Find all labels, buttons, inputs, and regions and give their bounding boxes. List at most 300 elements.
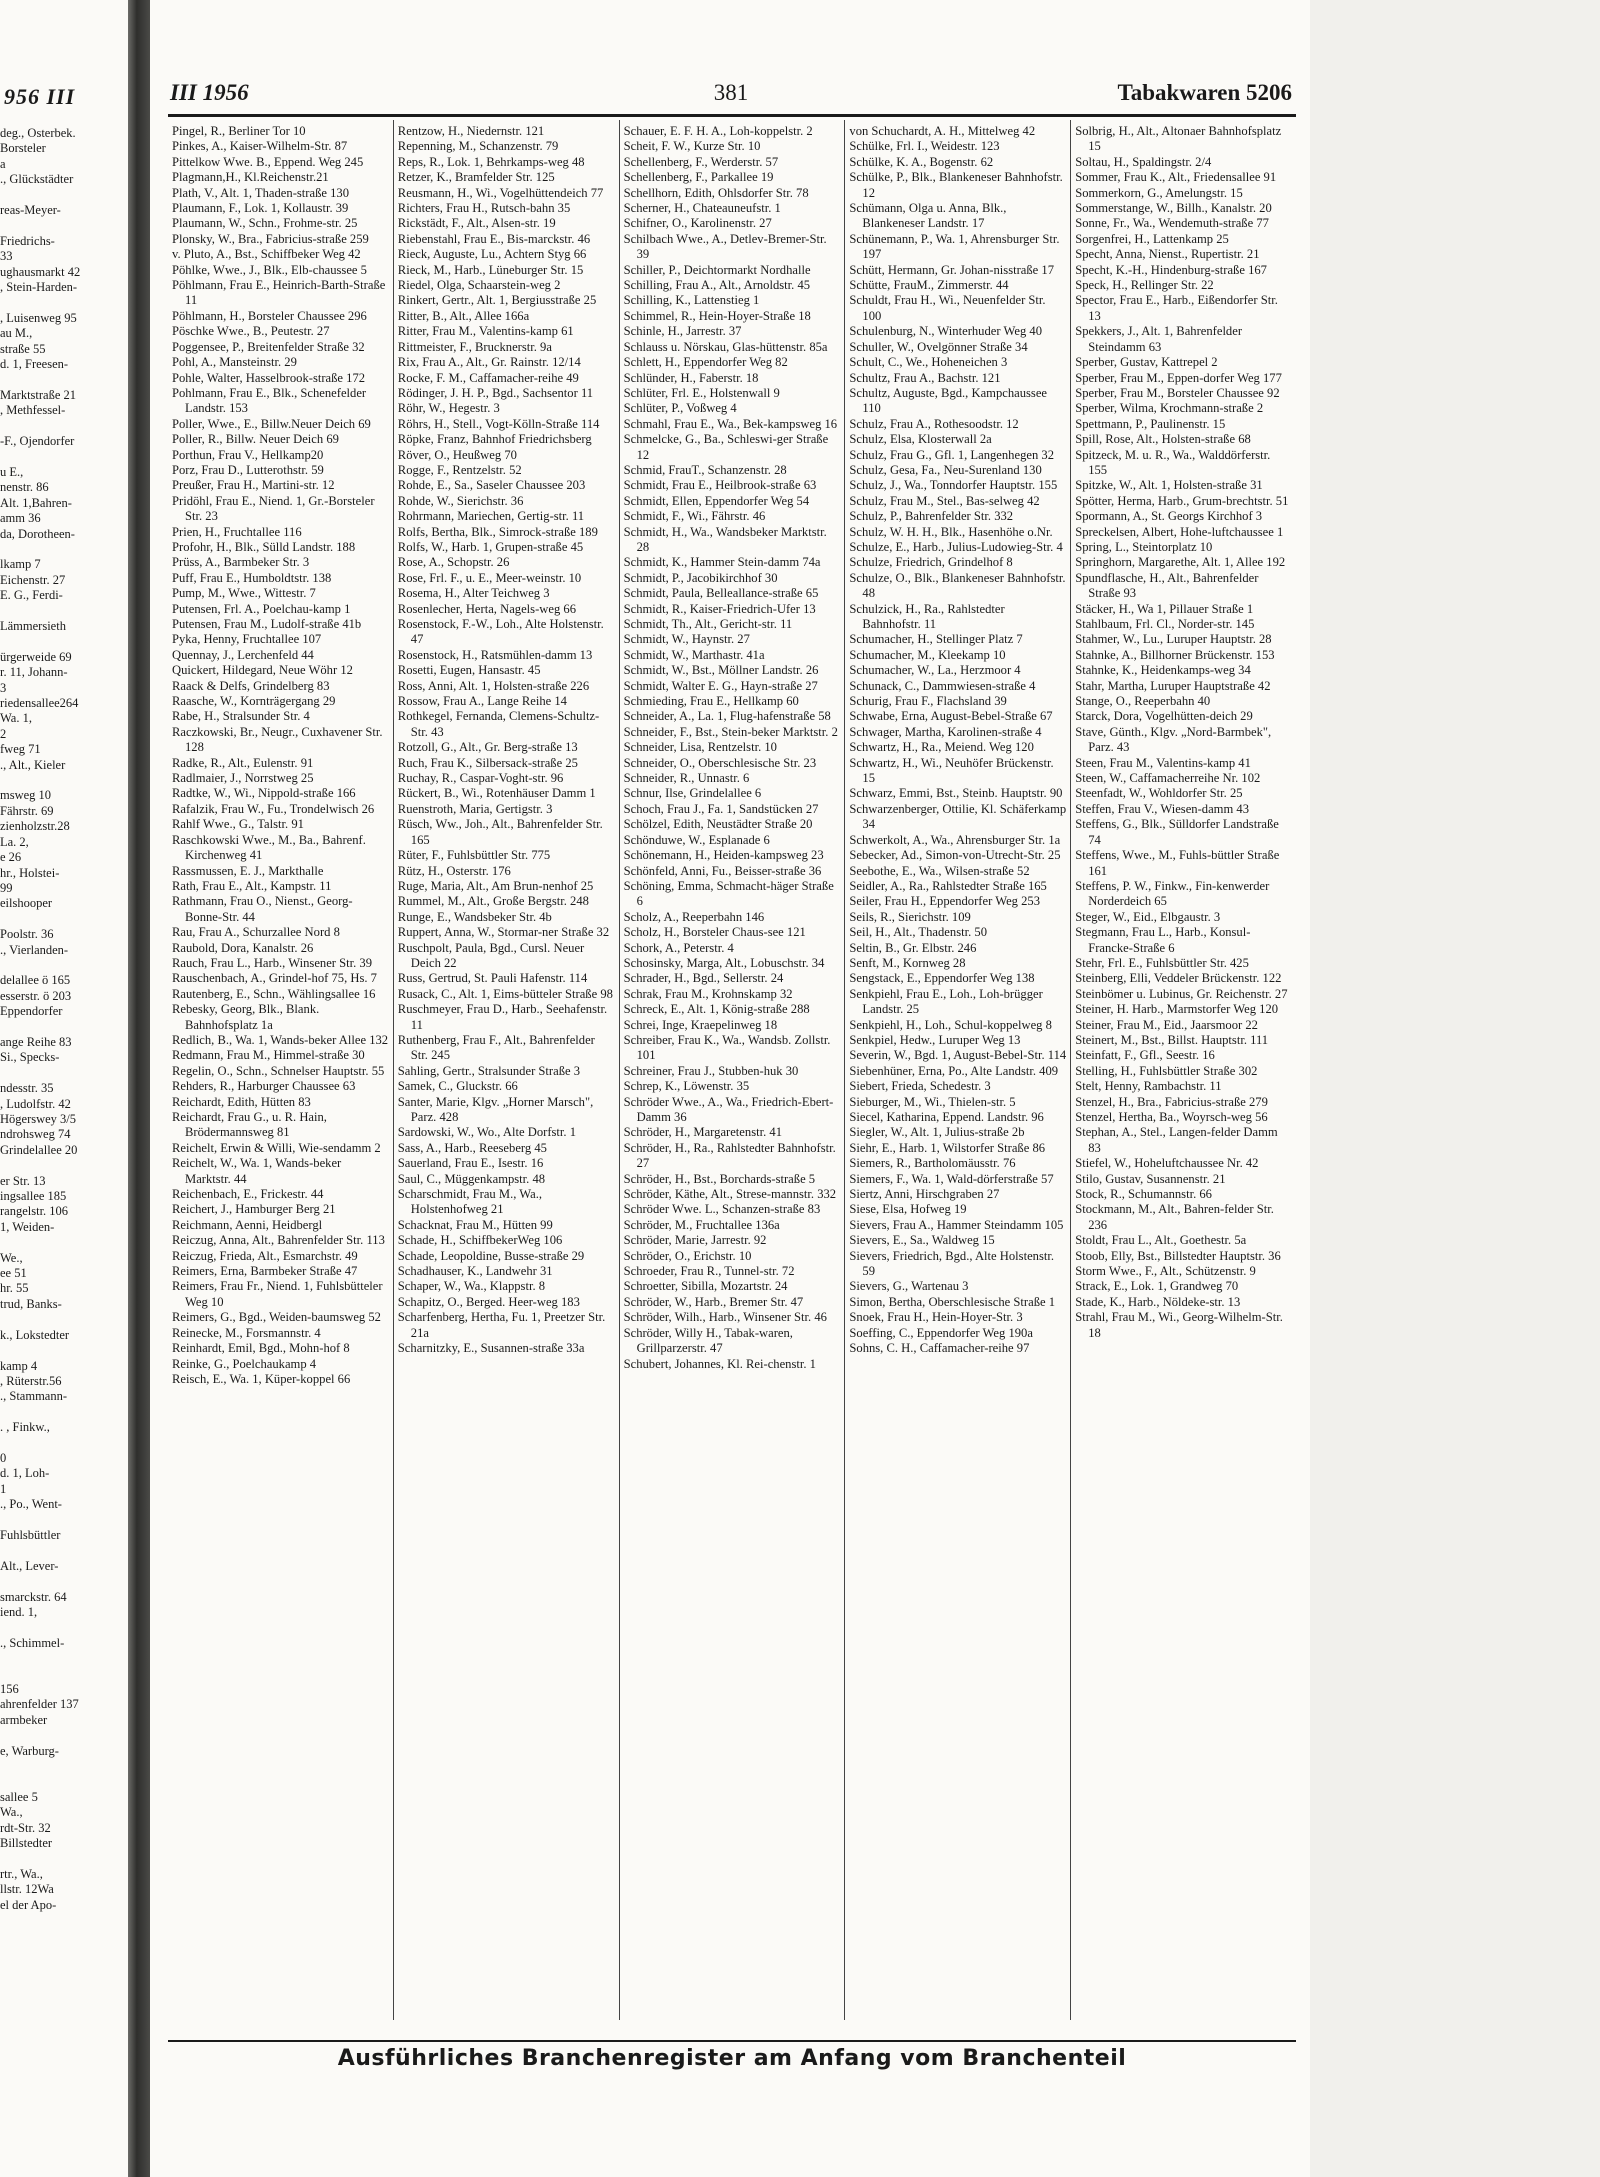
- left-page-line: delallee ö 165: [0, 973, 71, 988]
- directory-entry: Rohrmann, Mariechen, Gertig-str. 11: [397, 509, 585, 524]
- left-page-line: eilshooper: [0, 896, 53, 911]
- left-page-line: ürgerweide 69: [0, 649, 72, 664]
- directory-entry: Radke, R., Alt., Eulenstr. 91: [172, 755, 314, 770]
- left-page-line: [0, 1235, 124, 1250]
- directory-entry: Steffens, P. W., Finkw., Fin-kenwerder Norderdeich 65: [1075, 878, 1270, 909]
- directory-entry: Ritter, B., Alt., Allee 166a: [397, 308, 530, 323]
- directory-entry: Seils, R., Sierichstr. 109: [849, 909, 971, 924]
- entry-column-3: [620, 120, 846, 2020]
- directory-entry: Schmidt, Ellen, Eppendorfer Weg 54: [623, 493, 810, 508]
- directory-entry: Sperber, Gustav, Kattrepel 2: [1075, 355, 1218, 370]
- directory-entry: Schwartz, H., Wi., Neuhöfer Brückenstr. 15: [849, 755, 1054, 786]
- directory-entry: Sengstack, E., Eppendorfer Weg 138: [849, 971, 1035, 986]
- left-page-line: Fuhlsbüttler: [0, 1527, 61, 1542]
- directory-entry: Rosenstock, F.-W., Loh., Alte Holstenstr. 47: [397, 617, 604, 647]
- directory-entry: Schnur, Ilse, Grindelallee 6: [623, 786, 762, 801]
- directory-entry: Rau, Frau A., Schurzallee Nord 8: [172, 925, 340, 940]
- page-header: [170, 80, 1292, 110]
- directory-entry: Ruschpolt, Paula, Bgd., Cursl. Neuer Deich 22: [397, 940, 585, 970]
- directory-entry: Stahnke, A., Billhorner Brückenstr. 153: [1075, 647, 1275, 662]
- directory-entry: Schönfeld, Anni, Fu., Beisser-straße 36: [623, 863, 822, 878]
- directory-entry: Stelling, H., Fuhlsbüttler Straße 302: [1075, 1063, 1258, 1078]
- left-page-line: Poolstr. 36: [0, 927, 54, 942]
- directory-entry: Schilbach Wwe., A., Detlev-Bremer-Str. 39: [623, 231, 827, 262]
- directory-entry: Rautenberg, E., Schn., Wählingsallee 16: [172, 986, 376, 1001]
- directory-entry: Riebenstahl, Frau E., Bis-marckstr. 46: [397, 231, 591, 246]
- directory-entry: Schumacher, H., Stellinger Platz 7: [849, 632, 1023, 647]
- directory-entry: Pump, M., Wwe., Wittestr. 7: [172, 586, 316, 601]
- left-page-line: [0, 1312, 124, 1327]
- directory-entry: Schilling, Frau A., Alt., Arnoldstr. 45: [623, 278, 811, 293]
- directory-entry: Schröder, Wilh., Harb., Winsener Str. 46: [623, 1310, 827, 1325]
- left-page-line: zienholzstr.28: [0, 819, 70, 834]
- left-page-line: Marktstraße 21: [0, 387, 77, 402]
- directory-entry: Rehders, R., Harburger Chaussee 63: [172, 1079, 356, 1094]
- directory-entry: Ruschmeyer, Frau D., Harb., Seehafenstr. 11: [397, 1002, 608, 1032]
- directory-entry: Soltau, H., Spaldingstr. 2/4: [1075, 154, 1212, 169]
- directory-entry: Schubert, Johannes, Kl. Rei-chenstr. 1: [623, 1356, 816, 1371]
- directory-entry: Reichelt, W., Wa. 1, Wands-beker Marktstr. 44: [172, 1156, 342, 1186]
- directory-entry: Quennay, J., Lerchenfeld 44: [172, 647, 314, 662]
- directory-entry: Reimers, Erna, Barmbeker Straße 47: [172, 1264, 358, 1279]
- left-page-line: We.,: [0, 1250, 23, 1265]
- directory-entry: Runge, E., Wandsbeker Str. 4b: [397, 909, 552, 924]
- directory-entry: Pinkes, A., Kaiser-Wilhelm-Str. 87: [172, 139, 348, 154]
- directory-entry: Schellenberg, F., Werderstr. 57: [623, 154, 779, 169]
- directory-entry: Schade, H., SchiffbekerWeg 106: [397, 1233, 563, 1248]
- left-page-line: , Rüterstr.56: [0, 1373, 62, 1388]
- directory-entry: Schneider, A., La. 1, Flug-hafenstraße 58: [623, 709, 831, 724]
- directory-entry: Schumacher, M., Kleekamp 10: [849, 647, 1006, 662]
- directory-entry: Schunack, C., Dammwiesen-straße 4: [849, 678, 1036, 693]
- directory-entry: Siemers, R., Bartholomäusstr. 76: [849, 1156, 1016, 1171]
- left-page-strip: [0, 0, 129, 2177]
- directory-entry: Schulz, Gesa, Fa., Neu-Surenland 130: [849, 462, 1042, 477]
- left-page-line: [0, 1066, 124, 1081]
- directory-entry: Poggensee, P., Breitenfelder Straße 32: [172, 339, 365, 354]
- directory-entry: Siemers, F., Wa. 1, Wald-dörferstraße 57: [849, 1171, 1054, 1186]
- directory-entry: Ross, Anni, Alt. 1, Holsten-straße 226: [397, 678, 590, 693]
- directory-entry: Schulzick, H., Ra., Rahlstedter Bahnhofstr. 11: [849, 601, 1005, 631]
- directory-entry: Specht, Anna, Nienst., Rupertistr. 21: [1075, 247, 1260, 262]
- directory-entry: Schulz, Frau G., Gfl. 1, Langenhegen 32: [849, 447, 1054, 462]
- directory-entry: Prüss, A., Barmbeker Str. 3: [172, 555, 310, 570]
- left-page-line: 1: [0, 1481, 7, 1496]
- directory-entry: Regelin, O., Schn., Schnelser Hauptstr. 55: [172, 1063, 385, 1078]
- directory-entry: Stephan, A., Stel., Langen-felder Damm 83: [1075, 1125, 1278, 1155]
- left-page-line: Fährstr. 69: [0, 803, 54, 818]
- directory-entry: Stegmann, Frau L., Harb., Konsul-Francke-Straße 6: [1075, 925, 1251, 955]
- directory-entry: Reiczug, Anna, Alt., Bahrenfelder Str. 113: [172, 1233, 385, 1248]
- left-page-line: a: [0, 156, 6, 171]
- directory-entry: Schölzel, Edith, Neustädter Straße 20: [623, 817, 813, 832]
- directory-entry: Strahl, Frau M., Wi., Georg-Wilhelm-Str. 18: [1075, 1310, 1283, 1340]
- directory-entry: Schacknat, Frau M., Hütten 99: [397, 1217, 553, 1232]
- directory-entry: Schinle, H., Jarrestr. 37: [623, 324, 742, 339]
- left-page-line: Eichenstr. 27: [0, 572, 66, 587]
- left-page-line: ndrohsweg 74: [0, 1127, 71, 1142]
- directory-entry: Schmidt, P., Jacobikirchhof 30: [623, 570, 778, 585]
- left-page-line: . , Finkw.,: [0, 1420, 50, 1435]
- directory-entry: Schröder, O., Erichstr. 10: [623, 1248, 752, 1263]
- directory-entry: Steiner, H. Harb., Marmstorfer Weg 120: [1075, 1002, 1279, 1017]
- left-page-line: r. 11, Johann-: [0, 665, 68, 680]
- directory-entry: Schmidt, W., Marthastr. 41a: [623, 647, 765, 662]
- directory-entry: Schwarzenberger, Ottilie, Kl. Schäferkamp 34: [849, 801, 1067, 832]
- directory-entry: Schröder, H., Bst., Borchards-straße 5: [623, 1171, 816, 1186]
- directory-entry: Schaper, W., Wa., Klappstr. 8: [397, 1279, 546, 1294]
- directory-entry: Prien, H., Fruchtallee 116: [172, 524, 302, 539]
- entry-columns: [168, 120, 1296, 2020]
- directory-entry: Rolfs, W., Harb. 1, Grupen-straße 45: [397, 539, 584, 554]
- directory-entry: Schülke, P., Blk., Blankeneser Bahnhofstr. 12: [849, 170, 1063, 200]
- directory-entry: Spill, Rose, Alt., Holsten-straße 68: [1075, 432, 1251, 447]
- directory-entry: Spundflasche, H., Alt., Bahrenfelder Straße 93: [1075, 570, 1259, 601]
- directory-entry: Richters, Frau H., Rutsch-bahn 35: [397, 201, 571, 216]
- left-page-line: ingsallee 185: [0, 1189, 67, 1204]
- directory-entry: Rathmann, Frau O., Nienst., Georg-Bonne-Str. 44: [172, 894, 353, 924]
- directory-entry: Rummel, M., Alt., Große Bergstr. 248: [397, 894, 589, 909]
- directory-entry: Siertz, Anni, Hirschgraben 27: [849, 1187, 1000, 1202]
- directory-entry: Schulze, O., Blk., Blankeneser Bahnhofstr. 48: [849, 570, 1066, 601]
- directory-entry: Seiler, Frau H., Eppendorfer Weg 253: [849, 894, 1040, 909]
- left-page-line: [0, 1651, 124, 1666]
- left-page-line: 1, Weiden-: [0, 1219, 55, 1234]
- directory-entry: Schork, A., Peterstr. 4: [623, 940, 734, 955]
- directory-entry: Profohr, H., Blk., Sülld Landstr. 188: [172, 539, 356, 554]
- left-page-line: [0, 542, 124, 557]
- directory-entry: Sommerkorn, G., Amelungstr. 15: [1075, 185, 1243, 200]
- directory-entry: Pöhlmann, Frau E., Heinrich-Barth-Straße 11: [172, 278, 386, 308]
- left-page-line: rangelstr. 106: [0, 1204, 69, 1219]
- directory-entry: Ruenstroth, Maria, Gertigstr. 3: [397, 801, 553, 816]
- directory-entry: Schulz, Frau M., Stel., Bas-selweg 42: [849, 493, 1040, 508]
- left-page-line: e, Warburg-: [0, 1743, 59, 1758]
- directory-entry: Stenzel, Hertha, Ba., Woyrsch-weg 56: [1075, 1110, 1268, 1124]
- left-page-line: sallee 5: [0, 1789, 38, 1804]
- directory-entry: Schröder, H., Ra., Rahlstedter Bahnhofstr. 27: [623, 1140, 836, 1171]
- left-page-line: iend. 1,: [0, 1605, 38, 1619]
- directory-entry: Rinkert, Gertr., Alt. 1, Bergiusstraße 25: [397, 293, 597, 308]
- directory-entry: Preußer, Frau H., Martini-str. 12: [172, 478, 335, 493]
- directory-entry: Schifner, O., Karolinenstr. 27: [623, 216, 772, 231]
- left-page-line: [0, 604, 124, 619]
- directory-entry: Rogge, F., Rentzelstr. 52: [397, 462, 522, 477]
- directory-entry: Rückert, B., Wi., Rotenhäuser Damm 1: [397, 786, 596, 801]
- entry-column-5: [1071, 120, 1296, 2020]
- left-page-line: La. 2,: [0, 834, 29, 849]
- directory-entry: Rauch, Frau L., Harb., Winsener Str. 39: [172, 955, 373, 970]
- directory-entry: Stoob, Elly, Bst., Billstedter Hauptstr. 36: [1075, 1248, 1281, 1263]
- directory-entry: Rusack, C., Alt. 1, Eims-bütteler Straße 98: [397, 986, 613, 1001]
- left-page-line: rdt-Str. 32: [0, 1820, 51, 1835]
- directory-entry: Sieburger, M., Wi., Thielen-str. 5: [849, 1094, 1016, 1109]
- directory-entry: Schapitz, O., Berged. Heer-weg 183: [397, 1294, 580, 1309]
- directory-entry: Reichert, J., Hamburger Berg 21: [172, 1202, 336, 1217]
- left-page-line: [0, 188, 124, 203]
- left-page-line: Lämmersieth: [0, 619, 66, 633]
- directory-entry: Repenning, M., Schanzenstr. 79: [397, 139, 559, 154]
- directory-entry: Rose, A., Schopstr. 26: [397, 555, 510, 570]
- directory-entry: Spreckelsen, Albert, Hohe-luftchaussee 1: [1075, 524, 1284, 539]
- directory-entry: Schöning, Emma, Schmacht-häger Straße 6: [623, 878, 834, 909]
- directory-entry: Reusmann, H., Wi., Vogelhüttendeich 77: [397, 185, 604, 200]
- entry-column-4: [845, 120, 1071, 2020]
- directory-entry: Santer, Marie, Klgv. „Horner Marsch", Parz. 428: [397, 1094, 594, 1124]
- directory-entry: Rentzow, H., Niedernstr. 121: [397, 124, 545, 138]
- directory-entry: Stock, R., Schumannstr. 66: [1075, 1187, 1212, 1202]
- directory-entry: Spitzeck, M. u. R., Wa., Walddörferstr. 155: [1075, 447, 1271, 477]
- directory-entry: Reps, R., Lok. 1, Behrkamps-weg 48: [397, 154, 585, 169]
- left-page-line: [0, 1620, 124, 1635]
- directory-entry: Röver, O., Heußweg 70: [397, 447, 517, 462]
- directory-entry: Samek, C., Gluckstr. 66: [397, 1079, 518, 1094]
- left-page-line: [0, 1543, 124, 1558]
- directory-entry: Reichmann, Aenni, Heidbergl: [172, 1217, 323, 1232]
- directory-entry: Senkpiehl, Frau E., Loh., Loh-brügger Landstr. 25: [849, 986, 1043, 1017]
- directory-entry: Reinecke, M., Forsmannstr. 4: [172, 1325, 321, 1340]
- directory-entry: Schröder, M., Fruchtallee 136a: [623, 1217, 780, 1232]
- left-page-line: k., Lokstedter: [0, 1327, 70, 1342]
- book-gutter: [128, 0, 150, 2177]
- directory-entry: Sperber, Frau M., Eppen-dorfer Weg 177: [1075, 370, 1282, 385]
- left-page-line: er Str. 13: [0, 1173, 46, 1188]
- left-page-line: [0, 1158, 124, 1173]
- page-footer: Ausführliches Branchenregister am Anfang vom Branchenteil: [337, 2046, 1127, 2071]
- directory-entry: Sievers, Friedrich, Bgd., Alte Holstenstr. 59: [849, 1248, 1055, 1279]
- directory-entry: Rickstädt, F., Alt., Alsen-str. 19: [397, 216, 556, 231]
- directory-entry: Schwartz, H., Ra., Meiend. Weg 120: [849, 740, 1034, 755]
- directory-entry: Raschkowski Wwe., M., Ba., Bahrenf. Kirchenweg 41: [172, 832, 366, 863]
- directory-entry: Schultz, Frau A., Bachstr. 121: [849, 370, 1001, 385]
- directory-entry: Sauerland, Frau E., Isestr. 16: [397, 1156, 544, 1171]
- directory-entry: Steen, Frau M., Valentins-kamp 41: [1075, 755, 1251, 770]
- directory-entry: Saul, C., Müggenkampstr. 48: [397, 1171, 546, 1186]
- directory-entry: Rütz, H., Osterstr. 176: [397, 863, 511, 878]
- left-page-line: ., Po., Went-: [0, 1497, 62, 1512]
- directory-page: [150, 0, 1310, 2177]
- directory-entry: Rahlf Wwe., G., Talstr. 91: [172, 817, 304, 832]
- directory-entry: Stoldt, Frau L., Alt., Goethestr. 5a: [1075, 1233, 1247, 1248]
- directory-entry: Schellhorn, Edith, Ohlsdorfer Str. 78: [623, 185, 809, 200]
- left-page-line: nenstr. 86: [0, 480, 49, 495]
- directory-entry: Schmieding, Frau E., Hellkamp 60: [623, 694, 799, 709]
- directory-entry: Ruppert, Anna, W., Stormar-ner Straße 32: [397, 925, 610, 940]
- left-page-line: [0, 773, 124, 788]
- left-page-line: [0, 1852, 124, 1867]
- directory-entry: Schmidt, K., Hammer Stein-damm 74a: [623, 555, 821, 570]
- directory-entry: Senkpiehl, H., Loh., Schul-koppelweg 8: [849, 1017, 1052, 1032]
- directory-entry: Spring, L., Steintorplatz 10: [1075, 539, 1213, 554]
- left-page-line: Högerswey 3/5: [0, 1112, 77, 1126]
- directory-entry: Schönduwe, W., Esplanade 6: [623, 832, 770, 847]
- left-page-line: ., Alt., Kieler: [0, 757, 66, 772]
- left-page-line: [0, 1574, 124, 1589]
- directory-entry: Stahlbaum, Frl. Cl., Norder-str. 145: [1075, 617, 1255, 631]
- directory-entry: Schulze, Friedrich, Grindelhof 8: [849, 555, 1013, 570]
- directory-entry: Röhr, W., Hegestr. 3: [397, 401, 500, 416]
- directory-entry: Senkpiel, Hedw., Luruper Weg 13: [849, 1032, 1021, 1047]
- directory-entry: Rix, Frau A., Alt., Gr. Rainstr. 12/14: [397, 355, 581, 370]
- directory-entry: Stelt, Henny, Rambachstr. 11: [1075, 1079, 1222, 1094]
- directory-entry: Snoek, Frau H., Hein-Hoyer-Str. 3: [849, 1310, 1023, 1325]
- left-page-line: [0, 1774, 124, 1789]
- directory-entry: Schrei, Inge, Kraepelinweg 18: [623, 1017, 778, 1032]
- directory-entry: Schlüter, Frl. E., Holstenwall 9: [623, 385, 780, 400]
- directory-entry: Rocke, F. M., Caffamacher-reihe 49: [397, 370, 579, 385]
- directory-entry: Rothkegel, Fernanda, Clemens-Schultz-Str. 43: [397, 709, 600, 739]
- directory-entry: Severin, W., Bgd. 1, August-Bebel-Str. 114: [849, 1048, 1067, 1063]
- directory-entry: Schneider, Lisa, Rentzelstr. 10: [623, 740, 777, 755]
- left-page-line: 3: [0, 680, 7, 695]
- directory-entry: Springhorn, Margarethe, Alt. 1, Allee 192: [1075, 555, 1286, 570]
- directory-entry: Russ, Gertrud, St. Pauli Hafenstr. 114: [397, 971, 588, 986]
- directory-entry: Rüsch, Ww., Joh., Alt., Bahrenfelder Str. 165: [397, 817, 603, 847]
- directory-entry: Siebenhüner, Erna, Po., Alte Landstr. 409: [849, 1063, 1059, 1078]
- directory-entry: Raasche, W., Kornträgergang 29: [172, 694, 336, 709]
- directory-entry: Redmann, Frau M., Himmel-straße 30: [172, 1048, 365, 1063]
- directory-entry: Schlauss u. Nörskau, Glas-hüttenstr. 85a: [623, 339, 828, 354]
- directory-entry: Schmahl, Frau E., Wa., Bek-kampsweg 16: [623, 416, 838, 431]
- left-page-header: 956 III: [4, 84, 76, 109]
- left-page-line: 0: [0, 1450, 7, 1465]
- left-page-line: 2: [0, 726, 7, 741]
- directory-entry: Plagmann,H., Kl.Reichenstr.21: [172, 170, 329, 185]
- directory-entry: Siese, Elsa, Hofweg 19: [849, 1202, 967, 1217]
- left-page-line: ., Glückstädter: [0, 172, 74, 187]
- directory-entry: Sahling, Gertr., Stralsunder Straße 3: [397, 1063, 581, 1078]
- directory-entry: Schulz, J., Wa., Tonndorfer Hauptstr. 155: [849, 478, 1058, 493]
- directory-entry: Scharschmidt, Frau M., Wa., Holstenhofweg 21: [397, 1187, 543, 1217]
- directory-entry: Schmelcke, G., Ba., Schleswi-ger Straße 12: [623, 432, 829, 462]
- directory-entry: Rossow, Frau A., Lange Reihe 14: [397, 694, 567, 709]
- directory-entry: Siehr, E., Harb. 1, Wilstorfer Straße 86: [849, 1140, 1046, 1155]
- directory-entry: Schünemann, P., Wa. 1, Ahrensburger Str. 197: [849, 231, 1060, 262]
- left-page-line: E. G., Ferdi-: [0, 588, 63, 603]
- left-page-line: hr. 55: [0, 1281, 29, 1296]
- directory-entry: Schadhauser, K., Landwehr 31: [397, 1264, 553, 1279]
- directory-entry: Schurig, Frau F., Flachsland 39: [849, 694, 1007, 709]
- directory-entry: Schrep, K., Löwenstr. 35: [623, 1079, 750, 1094]
- directory-entry: Schneider, O., Oberschlesische Str. 23: [623, 755, 817, 770]
- directory-entry: Rath, Frau E., Alt., Kampstr. 11: [172, 878, 332, 893]
- directory-entry: Steinfatt, F., Gfl., Seestr. 16: [1075, 1048, 1215, 1063]
- directory-entry: Seltin, B., Gr. Elbstr. 246: [849, 940, 977, 955]
- directory-entry: Schümann, Olga u. Anna, Blk., Blankeneser Landstr. 17: [849, 201, 1007, 231]
- directory-entry: Soeffing, C., Eppendorfer Weg 190a: [849, 1325, 1033, 1340]
- left-page-line: d. 1, Loh-: [0, 1466, 50, 1481]
- directory-entry: Schütt, Hermann, Gr. Johan-nisstraße 17: [849, 262, 1055, 277]
- directory-entry: Steiner, Frau M., Eid., Jaarsmoor 22: [1075, 1017, 1258, 1032]
- directory-entry: Strack, E., Lok. 1, Grandweg 70: [1075, 1279, 1239, 1294]
- left-page-line: ndesstr. 35: [0, 1081, 54, 1096]
- left-page-line: Alt., Lever-: [0, 1558, 59, 1573]
- left-page-line: reas-Meyer-: [0, 203, 61, 218]
- left-page-line: fweg 71: [0, 742, 41, 757]
- directory-entry: Schülke, K. A., Bogenstr. 62: [849, 154, 994, 169]
- directory-entry: Plonsky, W., Bra., Fabricius-straße 259: [172, 231, 369, 246]
- left-page-line: esserstr. ö 203: [0, 988, 72, 1003]
- directory-entry: Schlett, H., Eppendorfer Weg 82: [623, 355, 788, 370]
- directory-entry: Schulz, W. H. H., Blk., Hasenhöhe o.Nr.: [849, 524, 1053, 539]
- directory-entry: Sardowski, W., Wo., Alte Dorfstr. 1: [397, 1125, 577, 1140]
- directory-entry: Rüter, F., Fuhlsbüttler Str. 775: [397, 848, 551, 863]
- directory-entry: Schuller, W., Ovelgönner Straße 34: [849, 339, 1028, 354]
- directory-entry: Scherner, H., Chateauneufstr. 1: [623, 201, 781, 216]
- left-page-line: [0, 1667, 124, 1682]
- directory-entry: Schmidt, Th., Alt., Gericht-str. 11: [623, 617, 793, 631]
- directory-entry: Schröder, Willy H., Tabak-waren, Grillparzerstr. 47: [623, 1325, 793, 1356]
- left-page-line: el der Apo-: [0, 1897, 57, 1912]
- directory-entry: Schmidt, W., Haynstr. 27: [623, 632, 750, 647]
- directory-entry: Schroetter, Sibilla, Mozartstr. 24: [623, 1279, 788, 1294]
- directory-entry: Pridöhl, Frau E., Niend. 1, Gr.-Borsteler Str. 23: [172, 493, 375, 524]
- directory-entry: Reichenbach, E., Frickestr. 44: [172, 1187, 324, 1202]
- left-page-line: armbeker: [0, 1712, 48, 1727]
- left-page-line: hr., Holstei-: [0, 865, 60, 880]
- left-page-line: llstr. 12Wa: [0, 1882, 54, 1897]
- left-page-line: u E.,: [0, 464, 24, 479]
- left-page-line: [0, 1759, 124, 1774]
- left-page-line: [0, 912, 124, 927]
- directory-entry: Radtke, W., Wi., Nippold-straße 166: [172, 786, 356, 801]
- directory-entry: Schmidt, Frau E., Heilbrook-straße 63: [623, 478, 817, 493]
- directory-entry: Siebert, Frieda, Schedestr. 3: [849, 1079, 991, 1094]
- directory-entry: Schmid, FrauT., Schanzenstr. 28: [623, 462, 787, 477]
- left-page-line: amm 36: [0, 511, 41, 526]
- directory-entry: Sonne, Fr., Wa., Wendemuth-straße 77: [1075, 216, 1269, 231]
- left-page-line: 156: [0, 1682, 19, 1697]
- directory-entry: Schiller, P., Deichtormarkt Nordhalle: [623, 262, 811, 277]
- left-page-line: Si., Specks-: [0, 1050, 60, 1065]
- directory-entry: Seebothe, E., Wa., Wilsen-straße 52: [849, 863, 1030, 878]
- directory-entry: Schulz, P., Bahrenfelder Str. 332: [849, 509, 1014, 524]
- directory-entry: Reichardt, Edith, Hütten 83: [172, 1094, 311, 1109]
- directory-entry: Sommer, Frau K., Alt., Friedensallee 91: [1075, 170, 1277, 185]
- directory-entry: Poller, Wwe., E., Billw.Neuer Deich 69: [172, 416, 371, 431]
- directory-entry: Raczkowski, Br., Neugr., Cuxhavener Str. 128: [172, 724, 383, 755]
- directory-entry: Specht, K.-H., Hindenburg-straße 167: [1075, 262, 1267, 277]
- left-page-line: [0, 295, 124, 310]
- directory-entry: Rosenlecher, Herta, Nagels-weg 66: [397, 601, 576, 616]
- left-page-line: -F., Ojendorfer: [0, 434, 75, 449]
- directory-entry: Ruch, Frau K., Silbersack-straße 25: [397, 755, 578, 770]
- directory-entry: Schröder, H., Margaretenstr. 41: [623, 1125, 782, 1140]
- directory-entry: Schmidt, F., Wi., Fährstr. 46: [623, 509, 766, 524]
- directory-entry: Pohlmann, Frau E., Blk., Schenefelder Landstr. 153: [172, 385, 367, 416]
- directory-entry: Schrader, H., Bgd., Sellerstr. 24: [623, 971, 784, 986]
- directory-entry: Ruchay, R., Caspar-Voght-str. 96: [397, 771, 564, 786]
- directory-entry: Sperber, Frau M., Borsteler Chaussee 92: [1075, 385, 1280, 400]
- left-page-line: , Methfessel-: [0, 403, 66, 418]
- directory-entry: Steffens, G., Blk., Sülldorfer Landstraße 74: [1075, 817, 1279, 847]
- directory-entry: Sperber, Wilma, Krochmann-straße 2: [1075, 401, 1264, 416]
- left-page-line: Borsteler: [0, 141, 46, 156]
- left-page-line: deg., Osterbek.: [0, 126, 76, 140]
- left-page-line: [0, 373, 124, 388]
- directory-entry: Stahr, Martha, Luruper Hauptstraße 42: [1075, 678, 1271, 693]
- directory-entry: Sass, A., Harb., Reeseberg 45: [397, 1140, 547, 1155]
- left-page-line: 99: [0, 880, 13, 895]
- directory-entry: Schultz, Auguste, Bgd., Kampchaussee 110: [849, 385, 1048, 416]
- directory-entry: Stockmann, M., Alt., Bahren-felder Str. 236: [1075, 1202, 1274, 1232]
- directory-entry: Simon, Bertha, Oberschlesische Straße 1: [849, 1294, 1056, 1309]
- left-page-line: e 26: [0, 850, 22, 865]
- left-page-line: smarckstr. 64: [0, 1589, 67, 1604]
- directory-entry: Steenfadt, W., Wohldorfer Str. 25: [1075, 786, 1243, 801]
- left-page-line: [0, 1405, 124, 1420]
- left-page-line: da, Dorotheen-: [0, 526, 75, 541]
